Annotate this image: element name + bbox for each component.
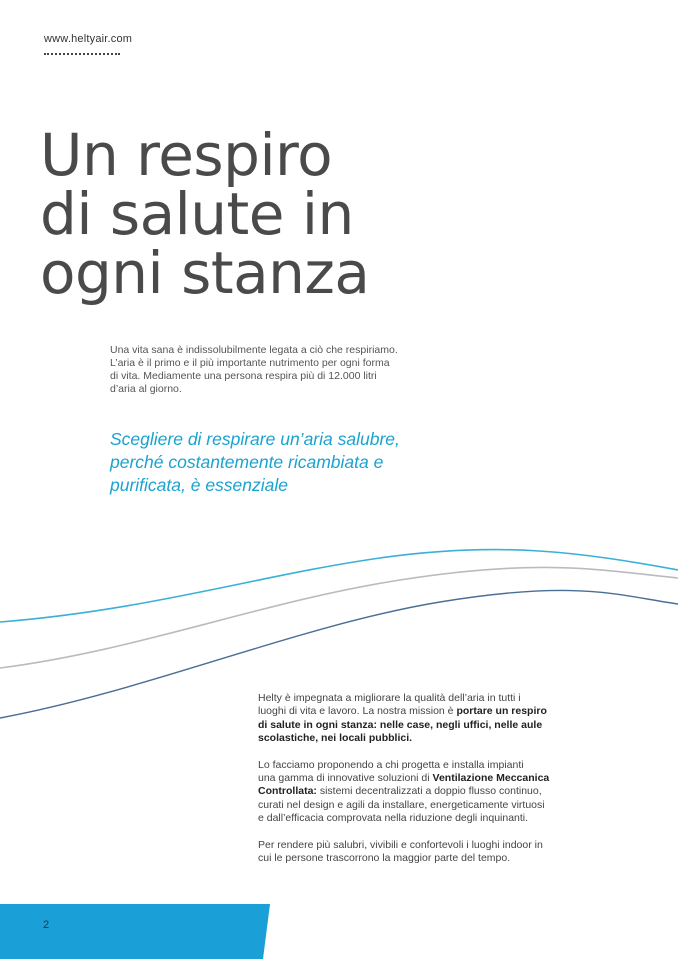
body-paragraph	[258, 759, 588, 826]
intro-line: L’aria è il primo e il più importante nutrimento per ogni forma	[110, 357, 390, 369]
headline-line: di salute in	[40, 180, 354, 248]
body-line: e dall’efficacia comprovata nella riduzione degli inquinanti.	[258, 812, 529, 825]
body-line: Helty è impegnata a migliorare la qualità dell’aria in tutti i	[258, 692, 521, 704]
body-line	[258, 785, 588, 798]
intro-paragraph	[110, 344, 440, 396]
page-number: 2	[43, 919, 50, 931]
body-line: curati nel design e agili da installare, energeticamente virtuosi	[258, 798, 545, 811]
quote-line: Scegliere di respirare un’aria salubre,	[110, 429, 400, 449]
quote-line: perché costantemente ricambiata e	[110, 452, 384, 472]
body-bold-text: Ventilazione Meccanica	[432, 772, 550, 785]
body-text-span: sistemi decentralizzati a doppio flusso continuo,	[316, 785, 542, 798]
body-text-span: una gamma di innovative soluzioni di	[258, 772, 433, 785]
body-bold-text: Controllata:	[258, 785, 317, 798]
body-line: cui le persone trascorrono la maggior parte del tempo.	[258, 852, 511, 865]
body-text-span: luoghi di vita e lavoro. La nostra mission è	[258, 705, 457, 718]
wave-gray	[0, 567, 678, 668]
body-line	[258, 732, 588, 745]
body-paragraph	[258, 839, 588, 866]
intro-line: d’aria al giorno.	[110, 383, 182, 395]
body-bold-text: scolastiche, nei locali pubblici.	[258, 732, 413, 745]
headline	[40, 121, 370, 307]
dotted-divider	[44, 53, 120, 57]
intro-line: Una vita sana è indissolubilmente legata a ciò che respiriamo.	[110, 344, 398, 356]
body-bold-text: portare un respiro	[456, 705, 547, 718]
quote-line: purificata, è essenziale	[110, 475, 289, 495]
body-paragraph	[258, 692, 588, 746]
body-line	[258, 772, 588, 785]
intro-line: di vita. Mediamente una persona respira più di 12.000 litri	[110, 370, 377, 382]
body-line: Lo facciamo proponendo a chi progetta e installa impianti	[258, 758, 524, 771]
body-line	[258, 705, 588, 718]
site-url[interactable]: www.heltyair.com	[44, 33, 133, 45]
headline-line: ogni stanza	[40, 239, 370, 307]
wave-cyan	[0, 550, 678, 622]
headline-line: Un respiro	[40, 121, 333, 189]
footer-band	[0, 904, 270, 959]
body-line: Per rendere più salubri, vivibili e confortevoli i luoghi indoor in	[258, 838, 543, 851]
body-bold-text: di salute in ogni stanza: nelle case, negli uffici, nelle aule	[258, 718, 543, 731]
body-line	[258, 719, 588, 732]
body-text	[258, 692, 588, 878]
pull-quote	[110, 428, 530, 497]
